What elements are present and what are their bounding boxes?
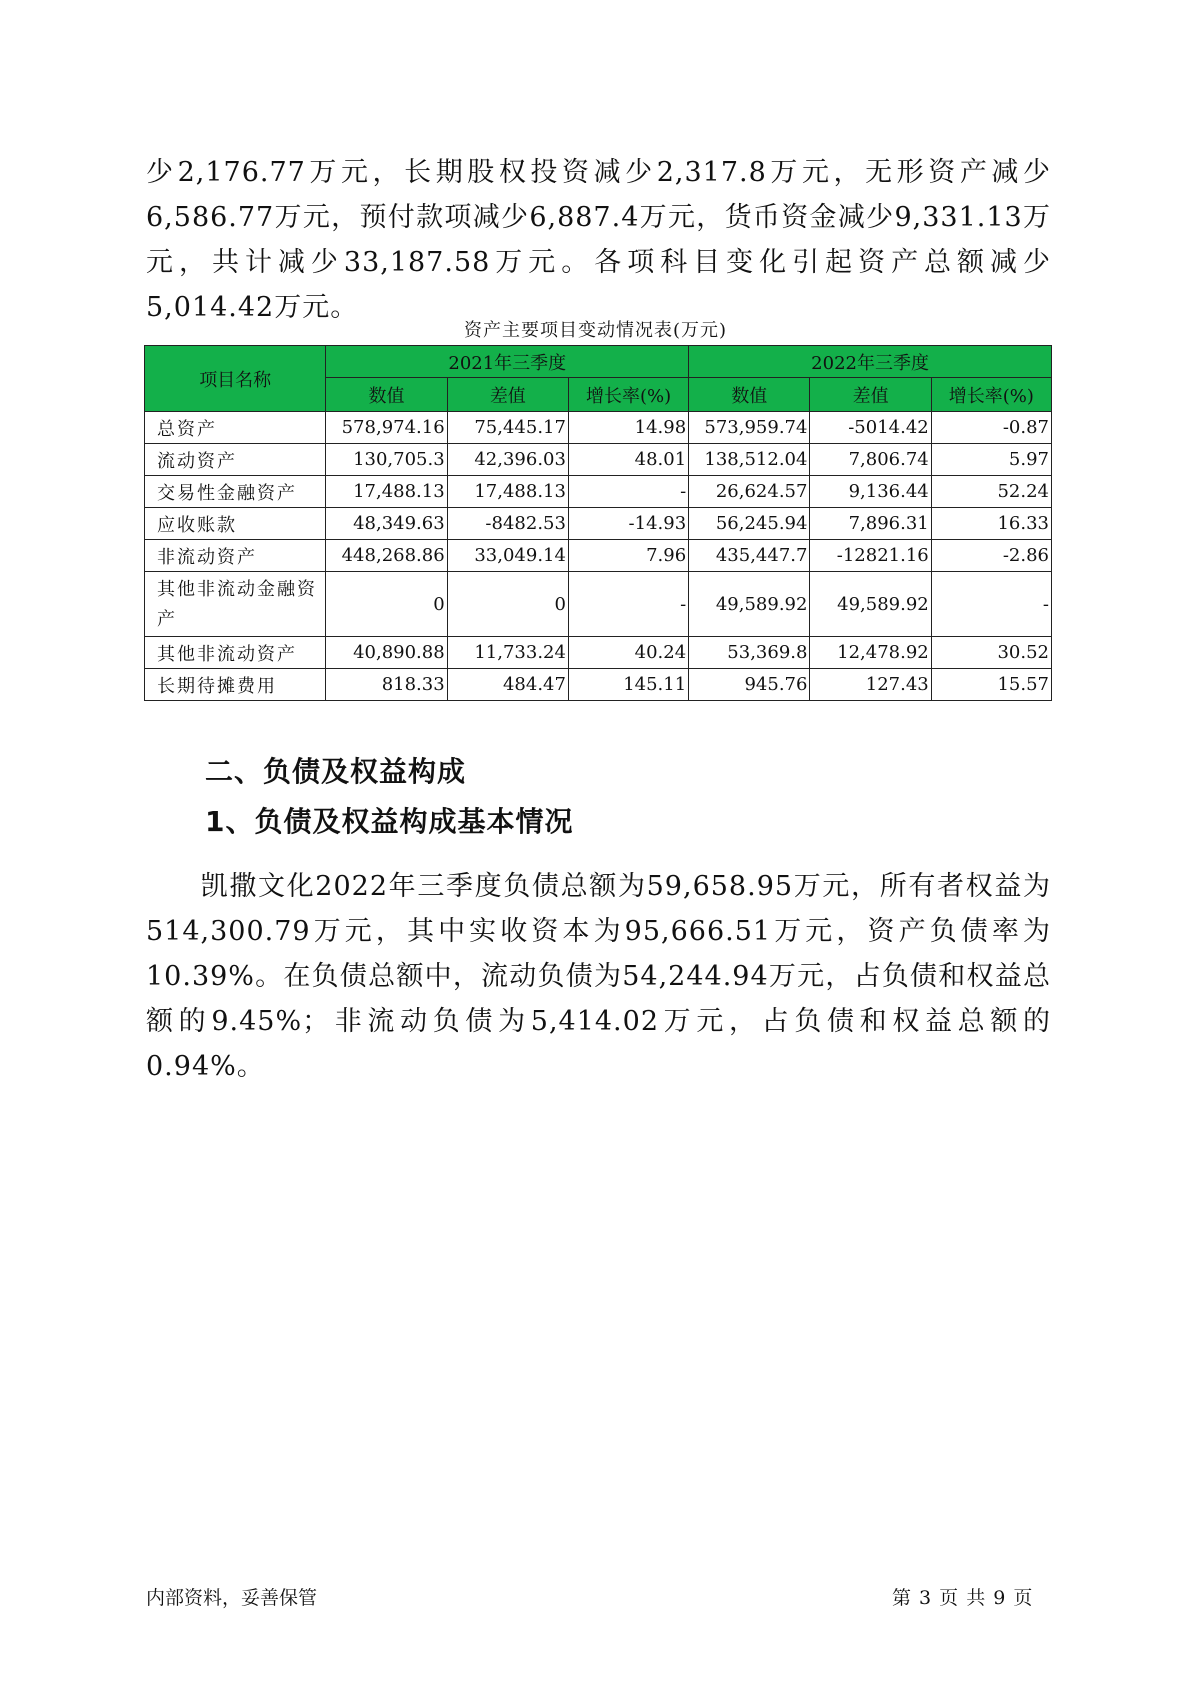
- cell-value-2021: 130,705.3: [326, 444, 447, 476]
- cell-diff-2022: -5014.42: [810, 412, 931, 444]
- cell-value-2021: 0: [326, 572, 447, 637]
- cell-rate-2021: 7.96: [568, 540, 688, 572]
- section-heading: 二、负债及权益构成: [205, 755, 467, 788]
- footer-page-number: 第 3 页 共 9 页: [892, 1587, 1034, 1609]
- cell-rate-2021: 145.11: [568, 669, 688, 701]
- cell-value-2021: 17,488.13: [326, 476, 447, 508]
- header-rate-2021: 增长率(%): [568, 378, 688, 412]
- cell-diff-2022: -12821.16: [810, 540, 931, 572]
- cell-rate-2022: 30.52: [931, 637, 1051, 669]
- cell-rate-2021: 40.24: [568, 637, 688, 669]
- cell-value-2021: 448,268.86: [326, 540, 447, 572]
- header-rate-2022: 增长率(%): [931, 378, 1051, 412]
- cell-diff-2022: 9,136.44: [810, 476, 931, 508]
- header-diff-2021: 差值: [447, 378, 568, 412]
- row-name: 应收账款: [145, 508, 326, 540]
- cell-diff-2022: 127.43: [810, 669, 931, 701]
- header-diff-2022: 差值: [810, 378, 931, 412]
- cell-rate-2021: -: [568, 476, 688, 508]
- asset-change-table: [144, 345, 1052, 701]
- row-name: 总资产: [145, 412, 326, 444]
- cell-diff-2021: 484.47: [447, 669, 568, 701]
- cell-value-2022: 49,589.92: [689, 572, 810, 637]
- row-name: 流动资产: [145, 444, 326, 476]
- row-name: 其他非流动金融资产: [145, 572, 326, 637]
- cell-value-2022: 435,447.7: [689, 540, 810, 572]
- cell-value-2022: 53,369.8: [689, 637, 810, 669]
- table-row: [145, 669, 1052, 701]
- cell-rate-2022: -: [931, 572, 1051, 637]
- header-value-2021: 数值: [326, 378, 447, 412]
- liability-equity-text: 凯撒文化2022年三季度负债总额为59,658.95万元，所有者权益为514,300.79万元，其中实收资本为95,666.51万元，资产负债率为10.39%。在负债总额中，流动负债为54,244.94万元，占负债和权益总额的9.45%；非流动负债为5,414.02万元，占负债和权益总额的0.94%。: [146, 871, 1051, 1082]
- row-name: 交易性金融资产: [145, 476, 326, 508]
- cell-rate-2022: -2.86: [931, 540, 1051, 572]
- cell-diff-2021: 75,445.17: [447, 412, 568, 444]
- cell-diff-2021: 0: [447, 572, 568, 637]
- cell-diff-2022: 7,896.31: [810, 508, 931, 540]
- subsection-heading: 1、负债及权益构成基本情况: [205, 805, 574, 838]
- cell-diff-2021: 33,049.14: [447, 540, 568, 572]
- header-period-2022: 2022年三季度: [689, 346, 1052, 378]
- cell-value-2022: 138,512.04: [689, 444, 810, 476]
- header-item-name: 项目名称: [145, 346, 326, 412]
- cell-value-2021: 48,349.63: [326, 508, 447, 540]
- cell-value-2021: 578,974.16: [326, 412, 447, 444]
- cell-value-2021: 40,890.88: [326, 637, 447, 669]
- cell-rate-2021: -14.93: [568, 508, 688, 540]
- table-row: [145, 412, 1052, 444]
- cell-rate-2021: 48.01: [568, 444, 688, 476]
- cell-rate-2022: 16.33: [931, 508, 1051, 540]
- row-name: 非流动资产: [145, 540, 326, 572]
- cell-rate-2022: 5.97: [931, 444, 1051, 476]
- cell-diff-2021: -8482.53: [447, 508, 568, 540]
- header-value-2022: 数值: [689, 378, 810, 412]
- table-header-row-periods: [145, 346, 1052, 378]
- liability-equity-paragraph: [146, 864, 1051, 1089]
- row-name: 其他非流动资产: [145, 637, 326, 669]
- cell-diff-2021: 17,488.13: [447, 476, 568, 508]
- table-row: [145, 540, 1052, 572]
- header-period-2021: 2021年三季度: [326, 346, 689, 378]
- cell-value-2022: 26,624.57: [689, 476, 810, 508]
- table-row: [145, 476, 1052, 508]
- cell-diff-2021: 42,396.03: [447, 444, 568, 476]
- cell-value-2021: 818.33: [326, 669, 447, 701]
- cell-diff-2022: 7,806.74: [810, 444, 931, 476]
- cell-rate-2021: 14.98: [568, 412, 688, 444]
- footer-confidential-note: 内部资料，妥善保管: [146, 1587, 318, 1609]
- table-row: [145, 508, 1052, 540]
- cell-rate-2022: 52.24: [931, 476, 1051, 508]
- cell-diff-2021: 11,733.24: [447, 637, 568, 669]
- table-row: [145, 444, 1052, 476]
- cell-rate-2022: 15.57: [931, 669, 1051, 701]
- cell-rate-2021: -: [568, 572, 688, 637]
- table-row: [145, 572, 1052, 637]
- cell-value-2022: 573,959.74: [689, 412, 810, 444]
- cell-value-2022: 56,245.94: [689, 508, 810, 540]
- cell-diff-2022: 12,478.92: [810, 637, 931, 669]
- cell-rate-2022: -0.87: [931, 412, 1051, 444]
- intro-paragraph: 少2,176.77万元，长期股权投资减少2,317.8万元，无形资产减少6,586.77万元，预付款项减少6,887.4万元，货币资金减少9,331.13万元，共计减少33,187.58万元。各项科目变化引起资产总额减少5,014.42万元。: [146, 157, 1051, 323]
- table-caption: 资产主要项目变动情况表(万元): [463, 320, 728, 341]
- row-name: 长期待摊费用: [145, 669, 326, 701]
- cell-value-2022: 945.76: [689, 669, 810, 701]
- cell-diff-2022: 49,589.92: [810, 572, 931, 637]
- table-row: [145, 637, 1052, 669]
